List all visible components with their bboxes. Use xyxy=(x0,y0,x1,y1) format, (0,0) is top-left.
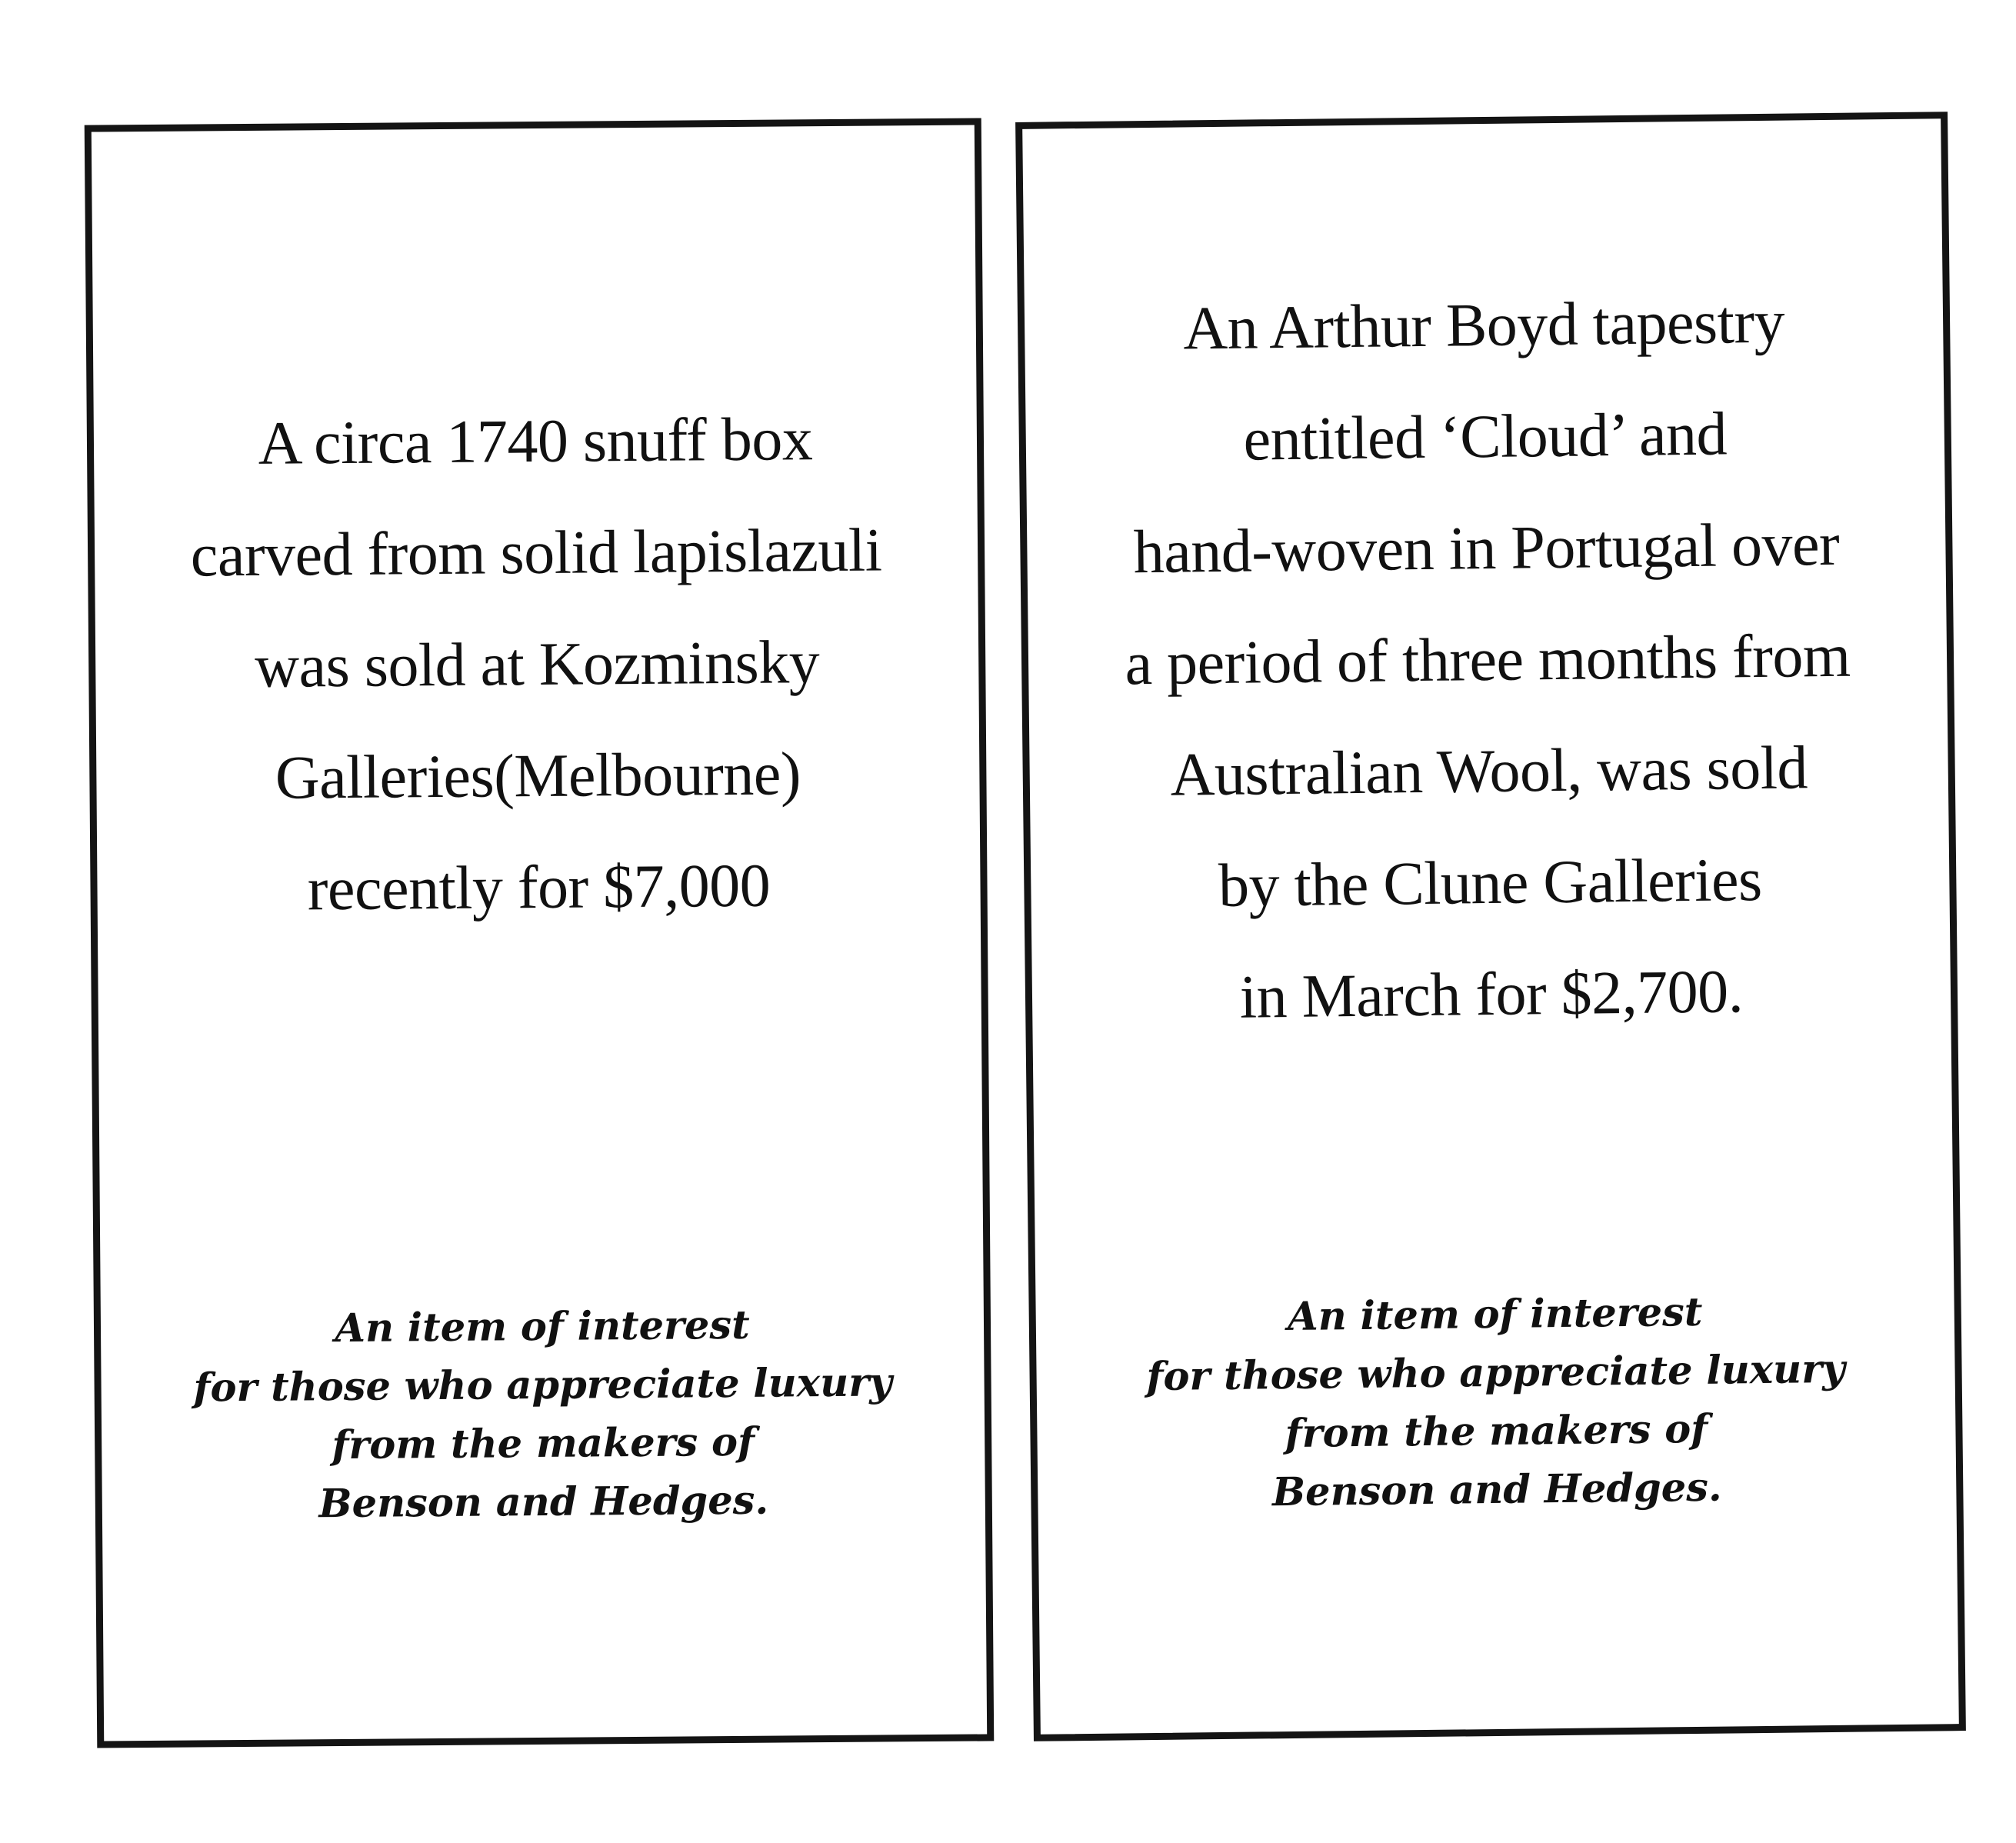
headline-line: in March for $2,700. xyxy=(1239,958,1744,1031)
tagline-line: from the makers of xyxy=(1285,1405,1708,1458)
snuff-box-notice-panel xyxy=(85,118,995,1748)
headline-line: recently for $7,000 xyxy=(307,852,771,924)
tagline-line: An item of interest xyxy=(335,1301,750,1352)
headline-line: Galleries(Melbourne) xyxy=(275,740,801,812)
headline-line: entitled ‘Cloud’ and xyxy=(1243,400,1728,474)
tagline-line: Benson and Hedges. xyxy=(318,1477,769,1528)
notice-tagline xyxy=(101,1294,985,1535)
tagline-line: from the makers of xyxy=(332,1418,755,1469)
tagline-line: for those who appreciate luxury xyxy=(1146,1345,1846,1401)
tagline-line: An item of interest xyxy=(1287,1288,1703,1341)
tagline-line: for those who appreciate luxury xyxy=(193,1359,892,1411)
headline-line: An Arthur Boyd tapestry xyxy=(1182,288,1785,363)
headline-line: Australian Wool, was sold xyxy=(1170,734,1808,809)
headline-line: was sold at Kozminsky xyxy=(254,628,820,701)
notice-headline xyxy=(1024,265,1951,1055)
headline-line: by the Clune Galleries xyxy=(1218,845,1763,921)
tagline-line: Benson and Hedges. xyxy=(1271,1464,1722,1516)
headline-line: A circa 1740 snuff box xyxy=(258,405,813,478)
headline-line: carved from solid lapislazuli xyxy=(190,516,882,590)
notice-tagline xyxy=(1035,1280,1956,1525)
notice-headline xyxy=(93,383,981,948)
tapestry-notice-panel xyxy=(1015,112,1966,1741)
headline-line: a period of three months from xyxy=(1125,622,1851,698)
headline-line: hand-woven in Portugal over xyxy=(1133,510,1840,587)
